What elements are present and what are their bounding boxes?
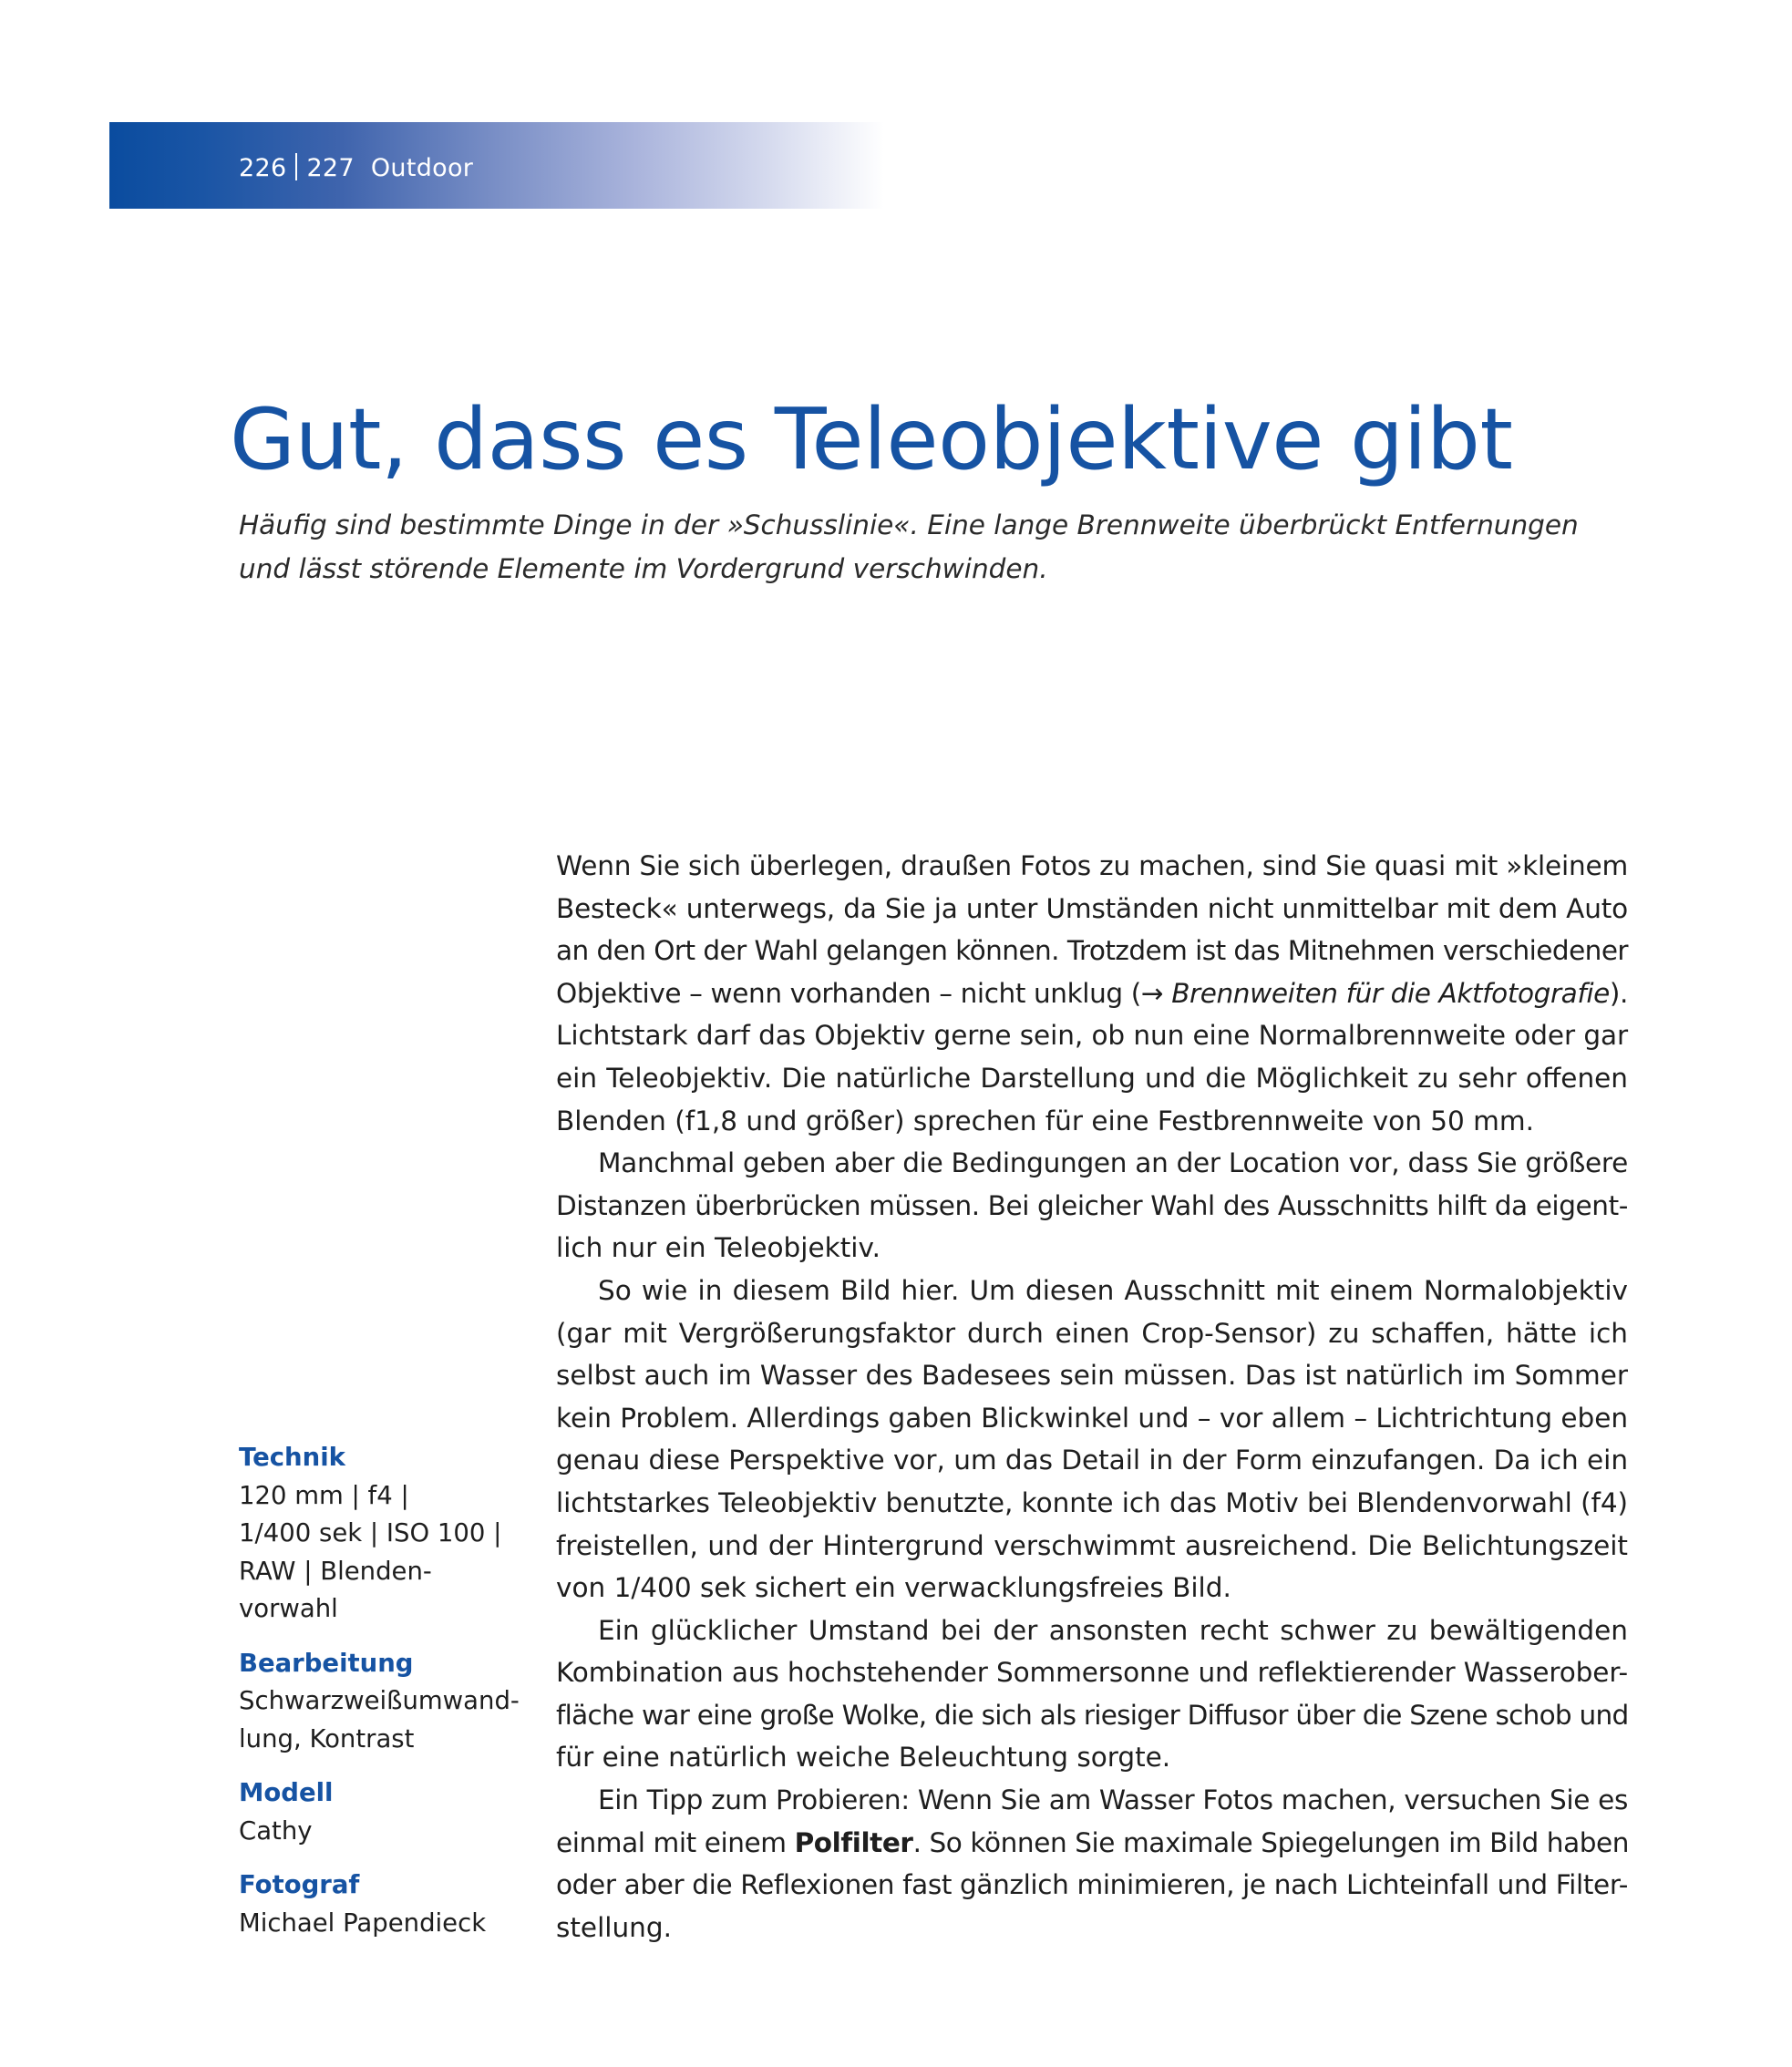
text-line: freistellen, und der Hintergrund verschwimmt ausreichend. Die Belichtungszeit <box>556 1529 1628 1561</box>
info-value: lung, Kontrast <box>239 1723 415 1753</box>
cross-reference-link[interactable]: Brennweiten für die Aktfotografie <box>1171 977 1610 1009</box>
text-line: ein Teleobjektiv. Die natürliche Darstellung und die Möglichkeit zu sehr offenen <box>556 1062 1628 1094</box>
paragraph-3 <box>556 1270 1628 1609</box>
info-value: 120 mm | f4 | <box>239 1480 409 1510</box>
paragraph-4 <box>556 1609 1628 1779</box>
text-line: Wenn Sie sich überlegen, draußen Fotos zu machen, sind Sie quasi mit »kleinem <box>556 850 1628 881</box>
text-line: stellung. <box>556 1911 672 1943</box>
text-line: fläche war eine große Wolke, die sich als riesiger Diffusor über die Szene schob und <box>556 1699 1629 1731</box>
info-label-bearbeitung: Bearbeitung <box>239 1648 414 1678</box>
text-line: Ein glücklicher Umstand bei der ansonsten recht schwer zu bewältigenden <box>598 1614 1628 1646</box>
text-line: lichtstarkes Teleobjektiv benutzte, konnte ich das Motiv bei Blendenvorwahl (f4) <box>556 1486 1628 1518</box>
page-header-bar <box>109 122 884 209</box>
page-number-divider <box>295 153 297 180</box>
info-fotograf <box>239 1866 530 1942</box>
text-line: Kombination aus hochstehender Sommersonne und reflektierender Wasserober- <box>556 1657 1628 1689</box>
info-modell <box>239 1774 530 1850</box>
paragraph-2 <box>556 1142 1628 1270</box>
text-line: genau diese Perspektive vor, um das Detail in der Form einzufangen. Da ich ein <box>556 1445 1628 1476</box>
info-technik <box>239 1439 530 1629</box>
lead-line: und lässt störende Elemente im Vordergrund verschwinden. <box>239 553 1048 584</box>
text-line: So wie in diesem Bild hier. Um diesen Ausschnitt mit einem Normalobjektiv <box>598 1274 1628 1306</box>
paragraph-1 <box>556 845 1628 1142</box>
text-line: selbst auch im Wasser des Badesees sein müssen. Das ist natürlich im Sommer <box>556 1360 1628 1392</box>
text-line: von 1/400 sek sichert ein verwacklungsfreies Bild. <box>556 1572 1231 1604</box>
text-line <box>556 1822 1628 1865</box>
info-value: Michael Papendieck <box>239 1908 487 1938</box>
info-value: Cathy <box>239 1815 313 1846</box>
body-text <box>556 845 1628 1949</box>
photo-info-sidebar <box>239 1439 530 1959</box>
info-label-technik: Technik <box>239 1443 345 1472</box>
text-segment: . So können Sie maximale Spiegelungen im Bild haben <box>912 1826 1630 1858</box>
highlighted-term: Polfilter <box>794 1826 913 1858</box>
info-value: RAW | Blenden- <box>239 1556 432 1586</box>
info-value: Schwarzweißumwand- <box>239 1686 520 1715</box>
text-segment: einmal mit einem <box>556 1826 795 1858</box>
info-value: vorwahl <box>239 1594 338 1623</box>
page-number-right: 227 <box>306 154 355 182</box>
paragraph-5 <box>556 1779 1628 1949</box>
lead-line: Häufig sind bestimmte Dinge in der »Schusslinie«. Eine lange Brennweite überbrückt Entfernungen <box>239 509 1579 540</box>
text-line: Ein Tipp zum Probieren: Wenn Sie am Wasser Fotos machen, versuchen Sie es <box>598 1784 1628 1816</box>
info-value: 1/400 sek | ISO 100 | <box>239 1518 502 1548</box>
page-title: Gut, dass es Teleobjektive gibt <box>230 390 1513 488</box>
text-line: Manchmal geben aber die Bedingungen an der Location vor, dass Sie größere <box>598 1147 1628 1179</box>
text-line: Blenden (f1,8 und größer) sprechen für eine Festbrennweite von 50 mm. <box>556 1105 1535 1136</box>
info-label-modell: Modell <box>239 1778 334 1807</box>
text-line: kein Problem. Allerdings gaben Blickwinkel und – vor allem – Lichtrichtung eben <box>556 1402 1628 1434</box>
page-number-left: 226 <box>239 154 287 182</box>
text-line: lich nur ein Teleobjektiv. <box>556 1232 881 1264</box>
text-line: für eine natürlich weiche Beleuchtung sorgte. <box>556 1742 1171 1774</box>
text-line: Besteck« unterwegs, da Sie ja unter Umständen nicht unmittelbar mit dem Auto <box>556 892 1628 924</box>
text-segment: ). <box>1609 977 1628 1009</box>
running-head <box>239 153 473 182</box>
section-name: Outdoor <box>370 154 474 182</box>
text-line: (gar mit Vergrößerungsfaktor durch einen Crop-Sensor) zu schaffen, hätte ich <box>556 1317 1628 1349</box>
text-line <box>556 972 1628 1015</box>
info-label-fotograf: Fotograf <box>239 1870 360 1899</box>
text-segment: Objektive – wenn vorhanden – nicht unklug (→ <box>556 977 1172 1009</box>
article-lead <box>239 503 1579 591</box>
text-line: Distanzen überbrücken müssen. Bei gleicher Wahl des Ausschnitts hilft da eigent- <box>556 1189 1628 1221</box>
text-line: oder aber die Reflexionen fast gänzlich minimieren, je nach Lichteinfall und Filter- <box>556 1869 1628 1901</box>
text-line: an den Ort der Wahl gelangen können. Trotzdem ist das Mitnehmen verschiedener <box>556 935 1628 967</box>
text-line: Lichtstark darf das Objektiv gerne sein, ob nun eine Normalbrennweite oder gar <box>556 1020 1628 1052</box>
info-bearbeitung <box>239 1645 530 1759</box>
